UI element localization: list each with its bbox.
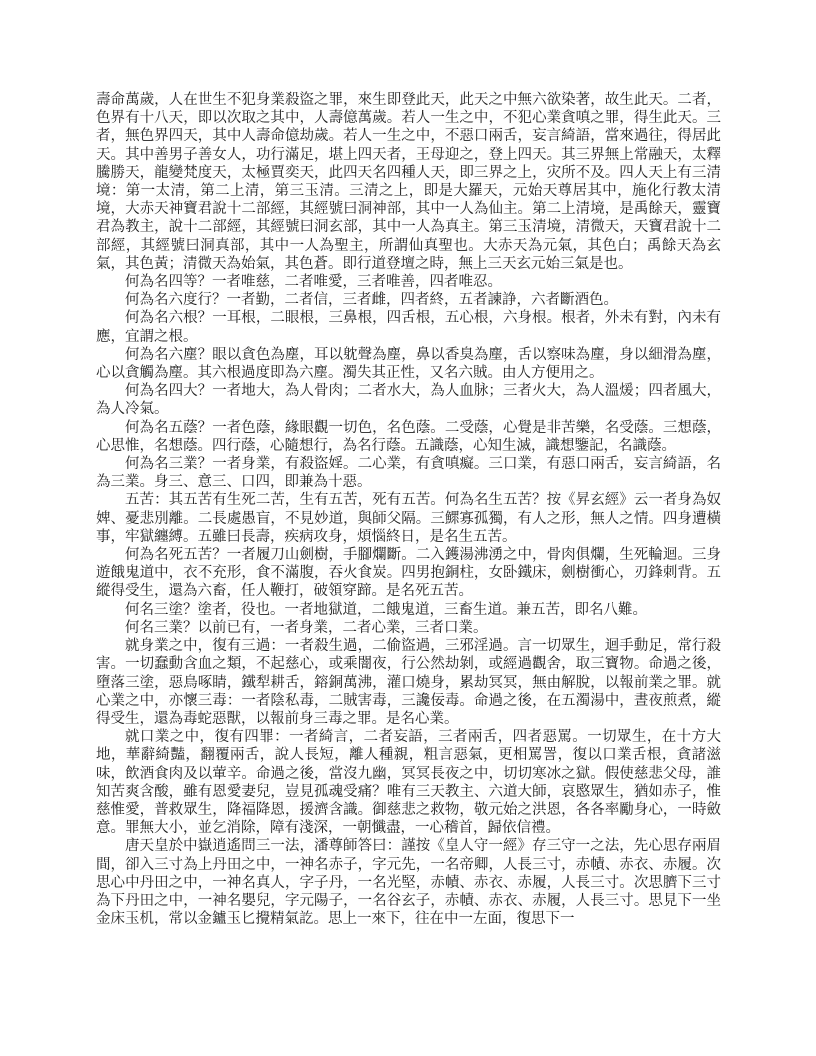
paragraph: 何為名四大？一者地大，為人骨肉；二者水大，為人血脉；三者火大，為人溫煖；四者風大，為人冷氣。	[96, 383, 721, 418]
paragraph: 何為名死五苦？一者履刀山劍樹，手腳爛斷。二入鑊湯沸湧之中，骨肉俱爛，生死輪迴。三身遊餓鬼道中，衣不充形，食不滿腹，吞火食炭。四男抱銅柱，女卧鐵床，劍樹衝心，刃鋒刺背。五縱得受生，還為六畜，任人鞭打，破領穿蹄。是名死五苦。	[96, 547, 721, 600]
paragraph: 何為名六根？一耳根，二眼根，三鼻根，四舌根，五心根，六身根。根者，外未有對，內未有應，宜謂之根。	[96, 310, 721, 345]
paragraph: 何為名六塵？眼以貪色為塵，耳以躭聲為塵，鼻以香臭為塵，舌以察味為塵，身以細滑為塵，心以貪觸為塵。其六根過度即為六塵。濁失其正性，又名六賊。由人方便用之。	[96, 346, 721, 382]
text-block	[96, 91, 721, 928]
paragraph: 就口業之中，復有四罪：一者綺言，二者妄語，三者兩舌，四者惡罵。一切眾生，在十方大地，華辭綺豔，翻覆兩舌，說人長短，離人種親，粗言惡氣，更相罵詈，復以口業舌根，貪諸滋味，飲酒食肉及以葷辛。命過之後，當沒九幽，冥冥長夜之中，切切寒冰之獄。假使慈悲父母，誰知苦爽含酸，雖有恩愛妻兒，豈見孤魂受痛？唯有三天教主、六道大師，哀愍眾生，猶如赤子，惟慈惟愛，普救眾生，降福降恩，援濟含識。御慈悲之救物，敬元始之洪恩，各各率勵身心，一時斂意。罪無大小，並乞消除，障有淺深，一朝懺盡，一心稽首，歸依信禮。	[96, 729, 721, 837]
paragraph: 就身業之中，復有三過：一者殺生過，二偷盜過，三邪淫過。言一切眾生，迴手動足，常行殺害。一切蠢動含血之類，不起慈心，或乘闇夜，行公然劫剝，或經過觀舍，取三寶物。命過之後，墮落三塗，惡鳥啄睛，鐵犁耕舌，鎔銅萬沸，灌口燒身，累劫冥冥，無由解脫，以報前業之罪。就心業之中，亦懷三毒：一者陰私毒，二賊害毒，三讒佞毒。命過之後，在五濁湯中，晝夜煎煮，縱得受生，還為毒蛇惡獸，以報前身三毒之罪。是名心業。	[96, 638, 721, 727]
paragraph: 何為名六度行？一者勤，二者信，三者雌，四者終，五者諫諍，六者斷酒色。	[125, 292, 618, 309]
paragraph: 何為名三業？一者身業，有殺盜婬。二心業，有貪嗔癡。三口業，有惡口兩舌，妄言綺語，名為三業。身三、意三、口四，即兼為十惡。	[96, 456, 721, 491]
paragraph: 何名三塗？塗者，役也。一者地獄道，二餓鬼道，三畜生道。兼五苦，即名八難。	[125, 601, 647, 618]
paragraph: 五苦：其五苦有生死二苦，生有五苦，死有五苦。何為名生五苦？按《昇玄經》云一者身為奴婢、憂悲別離。二長處愚盲，不見妙道，與師父隔。三鰥寡孤獨，有人之形，無人之情。四身遭橫事，牢獄纏縛。五雖曰長壽，疾病攻身，煩惱終日，是名生五苦。	[96, 492, 721, 545]
paragraph: 何為名五蔭？一者色蔭，緣眼觀一切色，名色蔭。二受蔭，心覺是非苦樂，名受蔭。三想蔭，心思惟，名想蔭。四行蔭，心隨想行，為名行蔭。五識蔭，心知生滅，識想鑒記，名識蔭。	[96, 419, 721, 454]
paragraph: 唐天皇於中嶽逍遙問三一法，潘尊師答曰：謹按《皇人守一經》存三守一之法，先心思存兩眉間，卻入三寸為上丹田之中，一神名赤子，字元先，一名帝卿，人長三寸，赤幘、赤衣、赤履。次思心中丹田之中，一神名真人，字子丹，一名光堅，赤幘、赤衣、赤履，人長三寸。次思臍下三寸為下丹田之中，一神名嬰兒，字元陽子，一名谷玄子，赤幘、赤衣、赤履，人長三寸。思見下一坐金床玉机，常以金鑪玉匕攪精氣訖。思上一來下，往在中一左面，復思下一	[96, 838, 721, 928]
paragraph: 何為名四等？一者唯慈，二者唯愛，三者唯善，四者唯忍。	[125, 274, 502, 291]
paragraph: 壽命萬歲，人在世生不犯身業殺盜之罪，來生即登此天，此天之中無六欲染著，故生此天。二者，色界有十八天，即以次取之其中，人壽億萬歲。若人一生之中，不犯心業貪嗔之罪，得生此天。三者，無色界四天，其中人壽命億劫歲。若人一生之中，不惡口兩舌，妄言綺語，當來過往，得居此天。其中善男子善女人，功行滿足，堪上四天者，王母迎之，登上四天。其三界無上常融天，太釋騰勝天，龍變梵度天，太極賈奕天，此四天名四種人天，即三界之上，灾所不及。四人天上有三清境：第一太清，第二上清，第三玉清。三清之上，即是大羅天，元始天尊居其中，施化行教太清境，大赤天神寶君說十二部經，其經號曰洞神部，其中一人為仙主。第二上清境，是禹餘天，靈寶君為教主，說十二部經，其經號曰洞玄部，其中一人為真主。第三玉清境，清微天，天寶君說十二部經，其經號曰洞真部，其中一人為聖主，所謂仙真聖也。大赤天為元氣，其色白；禹餘天為玄氣，其色黃；清微天為始氣，其色蒼。即行道登壇之時，無上三天玄元始三氣是也。	[96, 92, 721, 272]
paragraph: 何名三業？以前已有，一者身業，二者心業，三者口業。	[125, 619, 488, 636]
